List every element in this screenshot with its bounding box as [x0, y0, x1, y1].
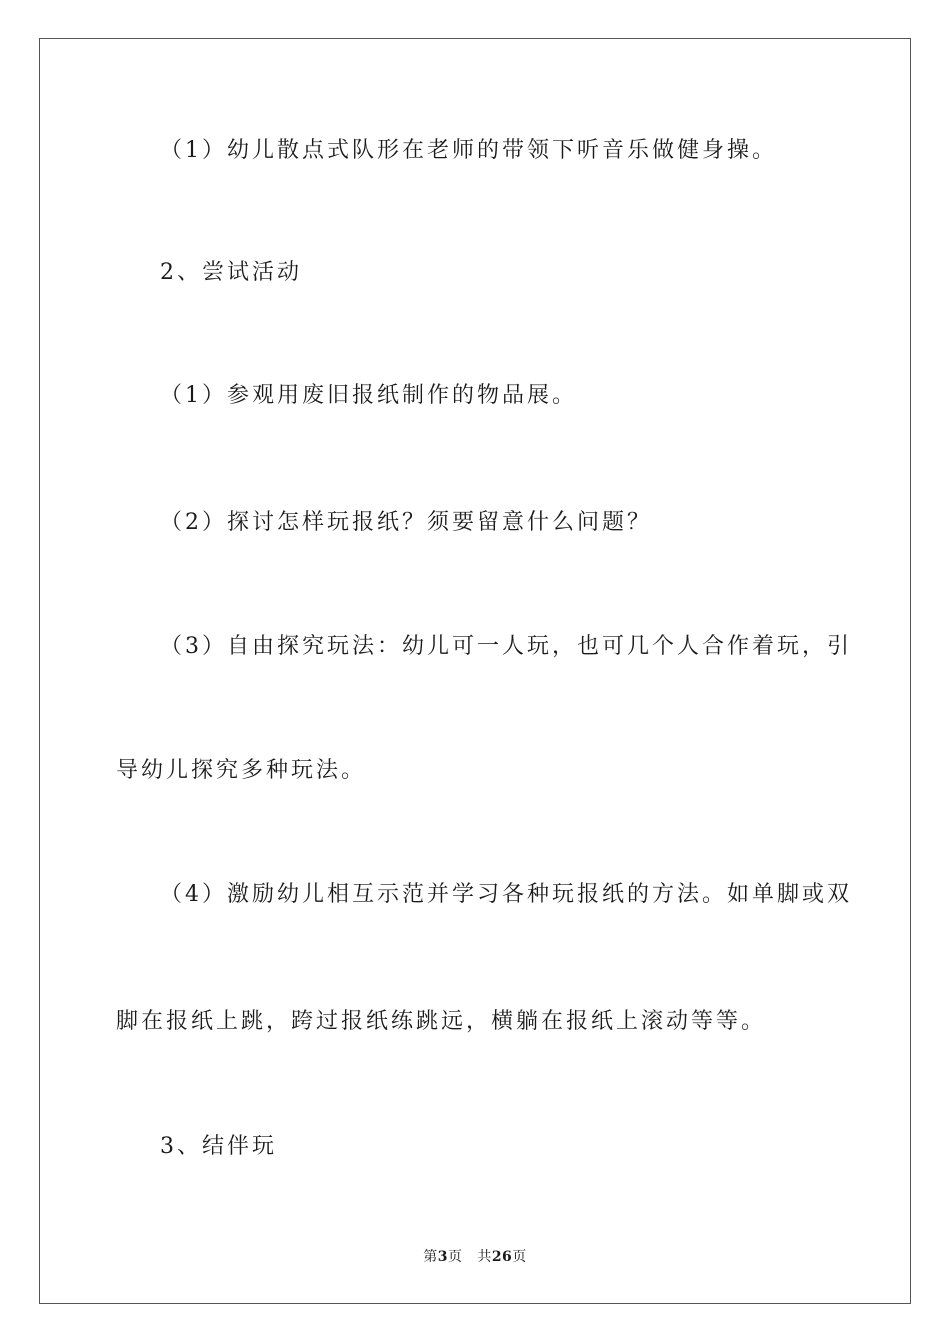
footer-total-prefix: 共: [477, 1249, 492, 1265]
paragraph-activity-item-4-line-2: 脚在报纸上跳，跨过报纸练跳远，横躺在报纸上滚动等等。: [116, 1009, 767, 1034]
page-footer: [0, 1247, 950, 1267]
footer-page-number: 3: [437, 1249, 448, 1265]
paragraph-activity-item-4-line-1: （4）激励幼儿相互示范并学习各种玩报纸的方法。如单脚或双: [160, 882, 852, 907]
paragraph-activity-item-2: （2）探讨怎样玩报纸？须要留意什么问题？: [160, 510, 652, 535]
footer-total-suffix: 页: [512, 1249, 527, 1265]
footer-page-suffix: 页: [447, 1249, 463, 1265]
section-heading-2: 2、尝试活动: [160, 260, 302, 285]
footer-page-prefix: 第: [423, 1249, 438, 1265]
paragraph-activity-item-3-line-1: （3）自由探究玩法：幼儿可一人玩，也可几个人合作着玩，引: [160, 634, 852, 659]
paragraph-activity-item-1: （1）参观用废旧报纸制作的物品展。: [160, 383, 577, 408]
section-heading-3: 3、结伴玩: [160, 1134, 277, 1159]
paragraph-warmup-item-1: （1）幼儿散点式队形在老师的带领下听音乐做健身操。: [160, 138, 777, 163]
paragraph-activity-item-3-line-2: 导幼儿探究多种玩法。: [116, 758, 367, 783]
page-border: [39, 38, 911, 1304]
footer-total-pages: 26: [491, 1249, 513, 1265]
